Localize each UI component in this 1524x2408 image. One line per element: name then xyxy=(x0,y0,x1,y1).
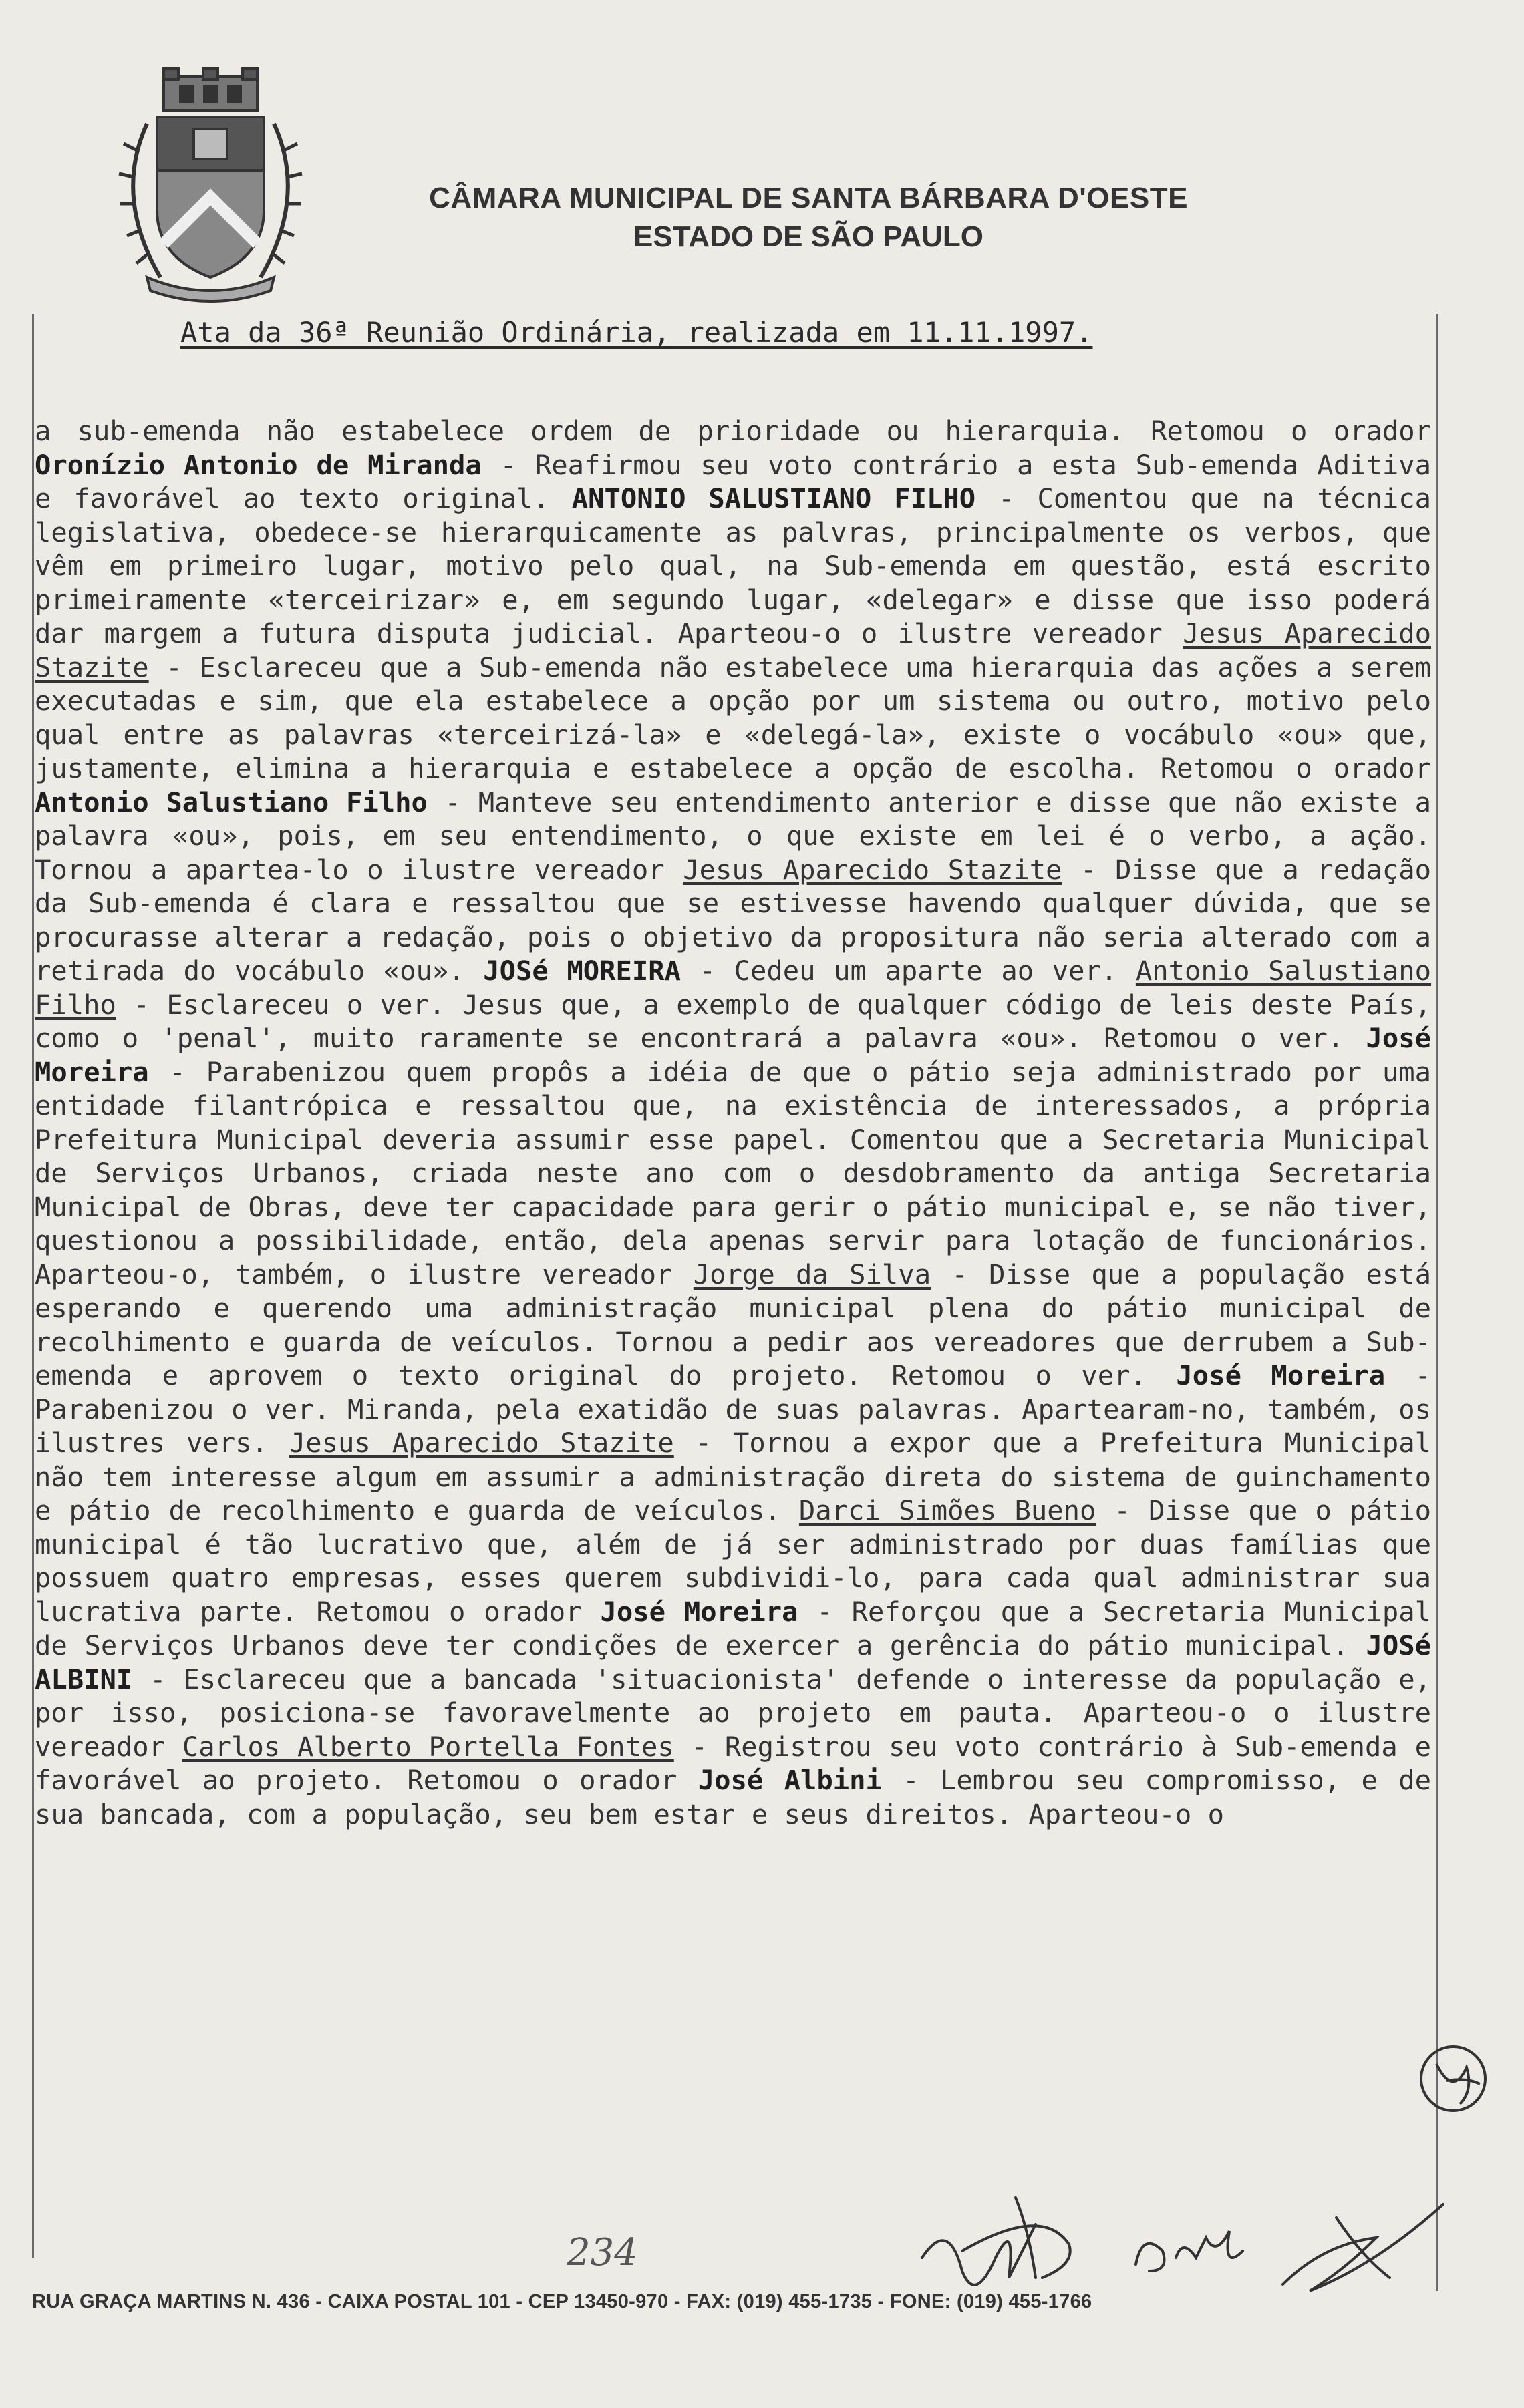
minutes-body-text xyxy=(35,414,1431,1831)
aparte-speaker-name: Darci Simões Bueno xyxy=(798,1494,1096,1526)
letterhead-footer-address: RUA GRAÇA MARTINS N. 436 - CAIXA POSTAL 101 - CEP 13450-970 - FAX: (019) 455-1735 - FONE: (019) 455-1766 xyxy=(32,2291,1092,2312)
body-text-segment: - Cedeu um aparte ao ver. xyxy=(681,955,1136,987)
aparte-speaker-name: Jesus Aparecido Stazite xyxy=(35,617,1431,683)
speaker-name: Oronízio Antonio de Miranda xyxy=(35,448,482,481)
speaker-name: JOSé ALBINI xyxy=(35,1629,1431,1695)
margin-line-left xyxy=(32,314,34,2258)
body-text-segment: - Disse que o pátio municipal é tão lucrativo que, além de já ser administrado por duas famílias que possuem quatro empresas, esses querem subdividi-lo, para cada qual administrar sua lucrativa parte. Retomou o orador xyxy=(35,1494,1431,1628)
letterhead-chamber-name: CÂMARA MUNICIPAL DE SANTA BÁRBARA D'OESTE xyxy=(429,182,1188,214)
minutes-title: Ata da 36ª Reunião Ordinária, realizada em 11.11.1997. xyxy=(180,316,1093,349)
speaker-name: José Moreira xyxy=(35,1022,1431,1088)
body-text-segment: - Registrou seu voto contrário à Sub-emenda e favorável ao projeto. Retomou o orador xyxy=(35,1730,1432,1796)
body-text-segment: - Esclareceu que a Sub-emenda não estabelece uma hierarquia das ações a serem executadas e sim, que ela estabelece a opção por um sistema ou outro, motivo pelo qual entre as palavras «terceirizá-la» e «delegá-la», existe o vocábulo «ou» que, justamente, elimina a hierarquia e estabelece a opção de escolha. Retomou o orador xyxy=(35,651,1431,784)
body-text-segment: - Reforçou que a Secretaria Municipal de Serviços Urbanos deve ter condições de exercer a gerência do pátio municipal. xyxy=(35,1595,1432,1661)
letterhead-state: ESTADO DE SÃO PAULO xyxy=(633,220,983,253)
speaker-name: José Moreira xyxy=(600,1595,798,1628)
body-text-segment: - Parabenizou o ver. Miranda, pela exatidão de suas palavras. Apartearam-no, também, os ilustres vers. xyxy=(35,1359,1431,1459)
speaker-name: José Moreira xyxy=(1176,1359,1386,1391)
body-text-segment: - Comentou que na técnica legislativa, obedece-se hierarquicamente as palvras, principalmente os verbos, que vêm em primeiro lugar, motivo pelo qual, na Sub-emenda em questão, está escrito primeiramente «terceirizar» e, em segundo lugar, «delegar» e disse que isso poderá dar margem a futura disputa judicial. Aparteou-o o ilustre vereador xyxy=(35,482,1431,649)
speaker-name: JOSé MOREIRA xyxy=(483,955,681,987)
aparte-speaker-name: Antonio Salustiano Filho xyxy=(35,955,1431,1021)
margin-line-right xyxy=(1436,314,1438,2291)
speaker-name: ANTONIO SALUSTIANO FILHO xyxy=(571,482,976,514)
body-text-segment: - Esclareceu o ver. Jesus que, a exemplo de qualquer código de leis deste País, como o 'penal', muito raramente se encontrará a palavra «ou». Retomou o ver. xyxy=(35,988,1431,1054)
letterhead xyxy=(374,179,1243,256)
aparte-speaker-name: Jorge da Silva xyxy=(693,1258,931,1291)
body-text-segment: - Esclareceu que a bancada 'situacionista' defende o interesse da população e, por isso, posiciona-se favoravelmente ao projeto em pauta. Aparteou-o o ilustre vereador xyxy=(35,1663,1431,1763)
aparte-speaker-name: Jesus Aparecido Stazite xyxy=(683,853,1062,886)
body-text-segment: - Parabenizou quem propôs a idéia de que o pátio seja administrado por uma entidade filantrópica e ressaltou que, na existência de interessados, a própria Prefeitura Municipal deveria assumir esse papel. Comentou que a Secretaria Municipal de Serviços Urbanos, criada neste ano com o desdobramento da antiga Secretaria Municipal de Obras, deve ter capacidade para gerir o pátio municipal e, se não tiver, questionou a possibilidade, então, dela apenas servir para lotação de funcionários. Aparteou-o, também, o ilustre vereador xyxy=(35,1055,1431,1291)
speaker-name: José Albini xyxy=(698,1764,882,1796)
body-text-segment: - Reafirmou seu voto contrário a esta Sub-emenda Aditiva e favorável ao texto original. xyxy=(35,448,1431,514)
body-text-segment: - Lembrou seu compromisso, e de sua bancada, com a população, seu bem estar e seus direitos. Aparteou-o o xyxy=(35,1764,1431,1830)
body-text-segment: a sub-emenda não estabelece ordem de prioridade ou hierarquia. Retomou o orador xyxy=(35,415,1431,447)
body-text-segment: - Tornou a expor que a Prefeitura Municipal não tem interesse algum em assumir a administração direta do sistema de guinchamento e pátio de recolhimento e guarda de veículos. xyxy=(35,1427,1432,1526)
handwritten-page-number: 234 xyxy=(567,2231,638,2274)
body-text-segment: - Manteve seu entendimento anterior e disse que não existe a palavra «ou», pois, em seu entendimento, o que existe em lei é o verbo, a ação. Tornou a apartea-lo o ilustre vereador xyxy=(35,786,1431,886)
coat-of-arms-logo xyxy=(100,63,321,304)
initials-stamp-image xyxy=(1406,2037,1500,2124)
body-text-segment: - Disse que a população está esperando e querendo uma administração municipal plena do pátio municipal de recolhimento e guarda de veículos. Tornou a pedir aos vereadores que derrubem a Sub-emenda e aprovem o texto original do projeto. Retomou o ver. xyxy=(35,1258,1431,1391)
speaker-name: Antonio Salustiano Filho xyxy=(35,786,428,818)
body-text-segment: - Disse que a redação da Sub-emenda é clara e ressaltou que se estivesse havendo qualquer dúvida, que se procurasse alterar a redação, pois o objetivo da propositura não seria alterado com a retirada do vocábulo «ou». xyxy=(35,853,1431,987)
aparte-speaker-name: Carlos Alberto Portella Fontes xyxy=(182,1730,674,1763)
aparte-speaker-name: Jesus Aparecido Stazite xyxy=(289,1427,674,1459)
